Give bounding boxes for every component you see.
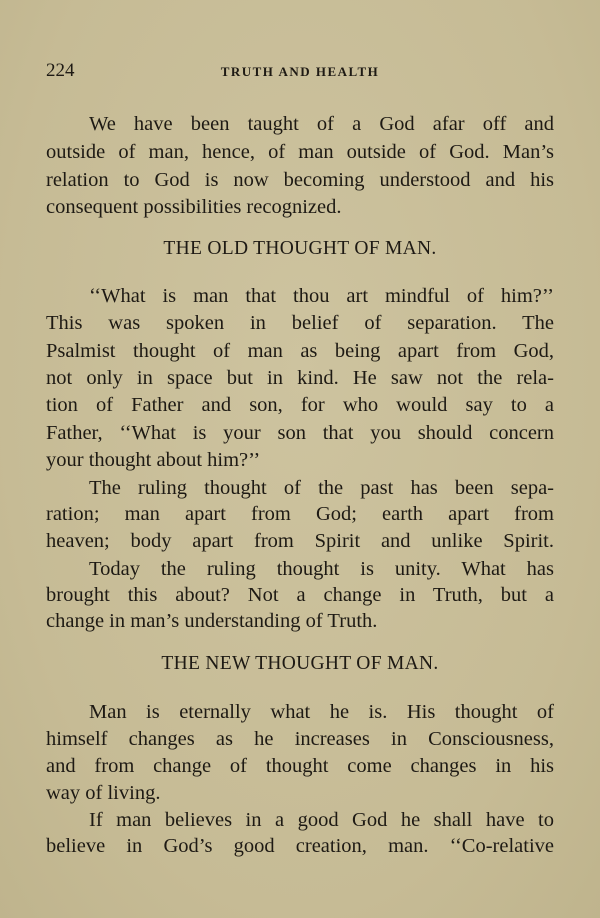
page-header xyxy=(46,60,554,84)
text-line: believe in God’s good creation, man. ‘‘Co-relative xyxy=(46,835,554,857)
text-line: outside of man, hence, of man outside of God. Man’s xyxy=(46,141,554,163)
text-line: Psalmist thought of man as being apart from God, xyxy=(46,340,554,362)
text-line: consequent possibilities recognized. xyxy=(46,196,342,218)
text-line: your thought about him?’’ xyxy=(46,449,261,471)
text-line: not only in space but in kind. He saw not the rela- xyxy=(46,367,554,389)
section-heading: THE NEW THOUGHT OF MAN. xyxy=(161,653,439,674)
section-heading: THE OLD THOUGHT OF MAN. xyxy=(163,238,437,259)
text-line: tion of Father and son, for who would say to a xyxy=(46,394,554,416)
text-line: ration; man apart from God; earth apart from xyxy=(46,503,554,525)
page-number: 224 xyxy=(46,60,75,81)
text-line: Today the ruling thought is unity. What has xyxy=(89,558,554,580)
text-line: way of living. xyxy=(46,782,161,804)
text-line: If man believes in a good God he shall have to xyxy=(89,809,554,831)
text-line: ‘‘What is man that thou art mindful of him?’’ xyxy=(89,285,554,307)
running-title: TRUTH AND HEALTH xyxy=(220,64,380,79)
text-line: We have been taught of a God afar off and xyxy=(89,113,554,135)
text-line: Father, ‘‘What is your son that you should concern xyxy=(46,422,554,444)
text-line: himself changes as he increases in Consciousness, xyxy=(46,728,554,750)
text-line: heaven; body apart from Spirit and unlike Spirit. xyxy=(46,530,554,552)
text-line: This was spoken in belief of separation. The xyxy=(46,312,554,334)
text-line: Man is eternally what he is. His thought of xyxy=(89,701,554,723)
text-line: relation to God is now becoming understood and his xyxy=(46,169,554,191)
text-line: brought this about? Not a change in Truth, but a xyxy=(46,584,554,606)
text-line: The ruling thought of the past has been sepa- xyxy=(89,477,554,499)
text-line: and from change of thought come changes in his xyxy=(46,755,554,777)
text-line: change in man’s understanding of Truth. xyxy=(46,610,378,632)
